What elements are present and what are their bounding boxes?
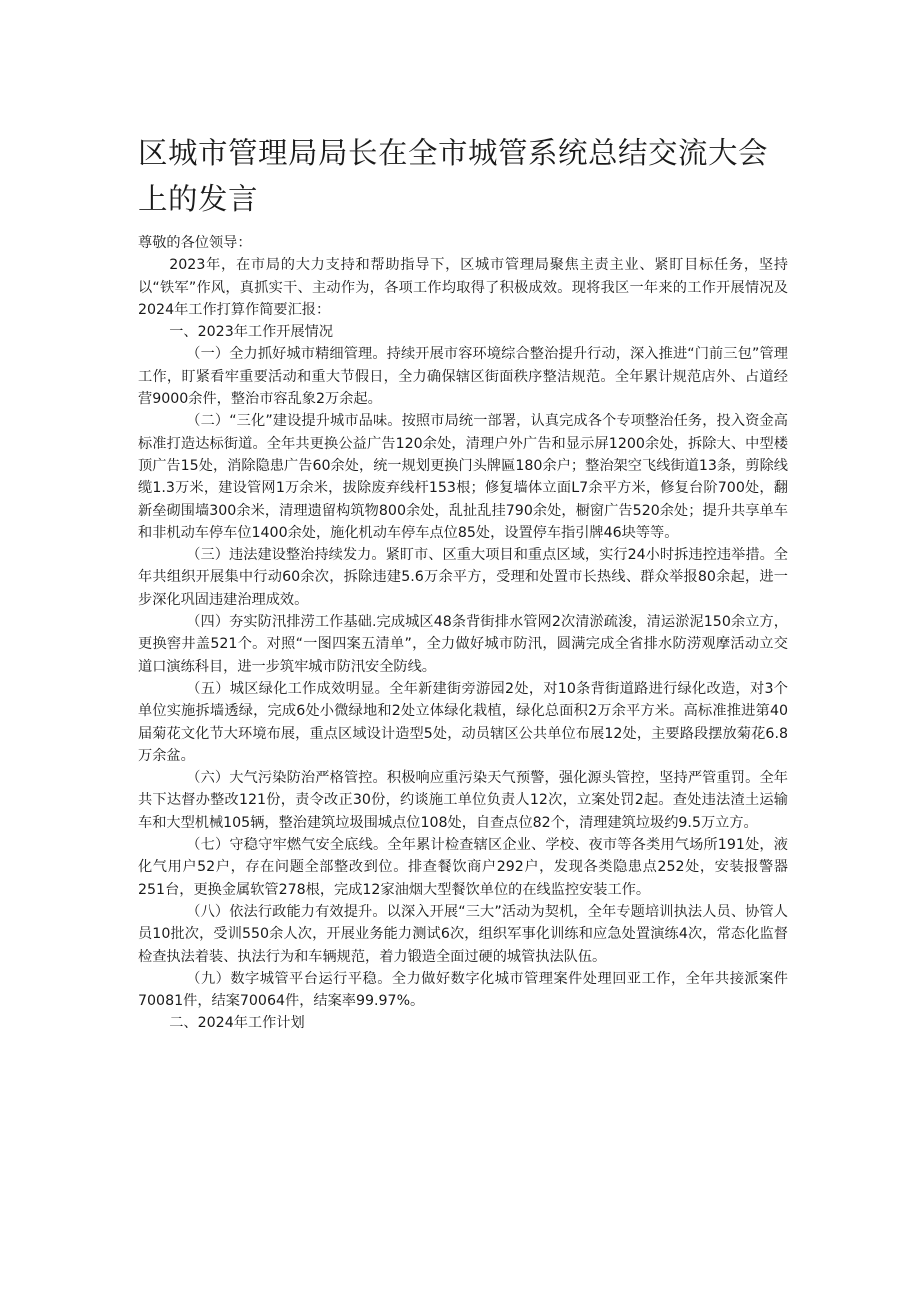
intro-paragraph: 2023年，在市局的大力支持和帮助指导下，区城市管理局聚焦主责主业、紧盯目标任务，坚持以“铁军”作风，真抓实干、主动作为，各项工作均取得了积极成效。现将我区一年来的工作开展情况及2024年工作打算作简要汇报： (138, 257, 788, 318)
work-item-3: （三）违法建设整治持续发力。紧盯市、区重大项目和重点区域，实行24小时拆违控违举措。全年共组织开展集中行动60余次，拆除违建5.6万余平方，受理和处置市长热线、群众举报80余起，进一步深化巩固违建治理成效。 (138, 547, 788, 608)
work-item-8: （八）依法行政能力有效提升。以深入开展“三大”活动为契机，全年专题培训执法人员、协管人员10批次，受训550余人次，开展业务能力测试6次，组织军事化训练和应急处置演练4次，常态化监督检查执法着装、执法行为和车辆规范，着力锻造全面过硬的城管执法队伍。 (138, 903, 788, 965)
work-item-2: （二）“三化”建设提升城市品味。按照市局统一部署，认真完成各个专项整治任务，投入资金高标准打造达标街道。全年共更换公益广告120余处，清理户外广告和显示屏1200余处，拆除大、中型楼顶广告15处，消除隐患广告60余处，统一规划更换门头牌匾180余户；整治架空飞线街道13条，剪除线缆1.3万米，建设管网1万余米，拔除废弃线杆153根；修复墙体立面L7余平方米，修复台阶700处，翻新垒砌围墙300余米，清理遗留构筑物800余处，乱扯乱挂790余处，橱窗广告520余处；提升共享单车和非机动车停车位1400余处，施化机动车停车点位85处，设置停车指引牌46块等等。 (138, 413, 788, 541)
section-heading-2023: 一、2023年工作开展情况 (169, 324, 334, 341)
document-title: 区城市管理局局长在全市城管系统总结交流大会上的发言 (138, 136, 769, 216)
work-item-5: （五）城区绿化工作成效明显。全年新建街旁游园2处，对10条背街道路进行绿化改造，对3个单位实施拆墙透绿，完成6处小微绿地和2处立体绿化栽植，绿化总面积2万余平方米。高标准推进第40届菊花文化节大环境布展，重点区域设计造型5处，动员辖区公共单位布展12处，主要路段摆放菊花6.8万余盆。 (138, 680, 788, 764)
document-body (138, 232, 788, 1035)
work-item-4: （四）夯实防汛排涝工作基础.完成城区48条背街排水管网2次清淤疏浚，清运淤泥150余立方，更换窖井盖521个。对照“一图四案五清单”，全力做好城市防汛，圆满完成全省排水防涝观摩活动立交道口演练科目，进一步筑牢城市防汛安全防线。 (138, 614, 788, 675)
greeting: 尊敬的各位领导： (138, 235, 252, 251)
section-heading-2024: 二、2024年工作计划 (169, 1015, 305, 1032)
work-item-9: （九）数字城管平台运行平稳。全力做好数字化城市管理案件处理回亚工作，全年共接派案件70081件，结案70064件，结案率99.97%。 (138, 970, 788, 1010)
work-item-6: （六）大气污染防治严格管控。积极响应重污染天气预警，强化源头管控，坚持严管重罚。全年共下达督办整改121份，责令改正30份，约谈施工单位负责人12次，立案处罚2起。查处违法渣土运输车和大型机械105辆，整治建筑垃圾围城点位108处，自查点位82个，清理建筑垃圾约9.5万立方。 (138, 770, 788, 831)
work-item-1: （一）全力抓好城市精细管理。持续开展市容环境综合整治提升行动，深入推进“门前三包”管理工作，盯紧看牢重要活动和重大节假日，全力确保辖区街面秩序整洁规范。全年累计规范店外、占道经营9000余件，整治市容乱象2万余起。 (138, 346, 788, 408)
work-item-7: （七）守稳守牢燃气安全底线。全年累计检查辖区企业、学校、夜市等各类用气场所191处，液化气用户52户，存在问题全部整改到位。排查餐饮商户292户，发现各类隐患点252处，安装报警器251台，更换金属软管278根，完成12家油烟大型餐饮单位的在线监控安装工作。 (138, 837, 788, 898)
